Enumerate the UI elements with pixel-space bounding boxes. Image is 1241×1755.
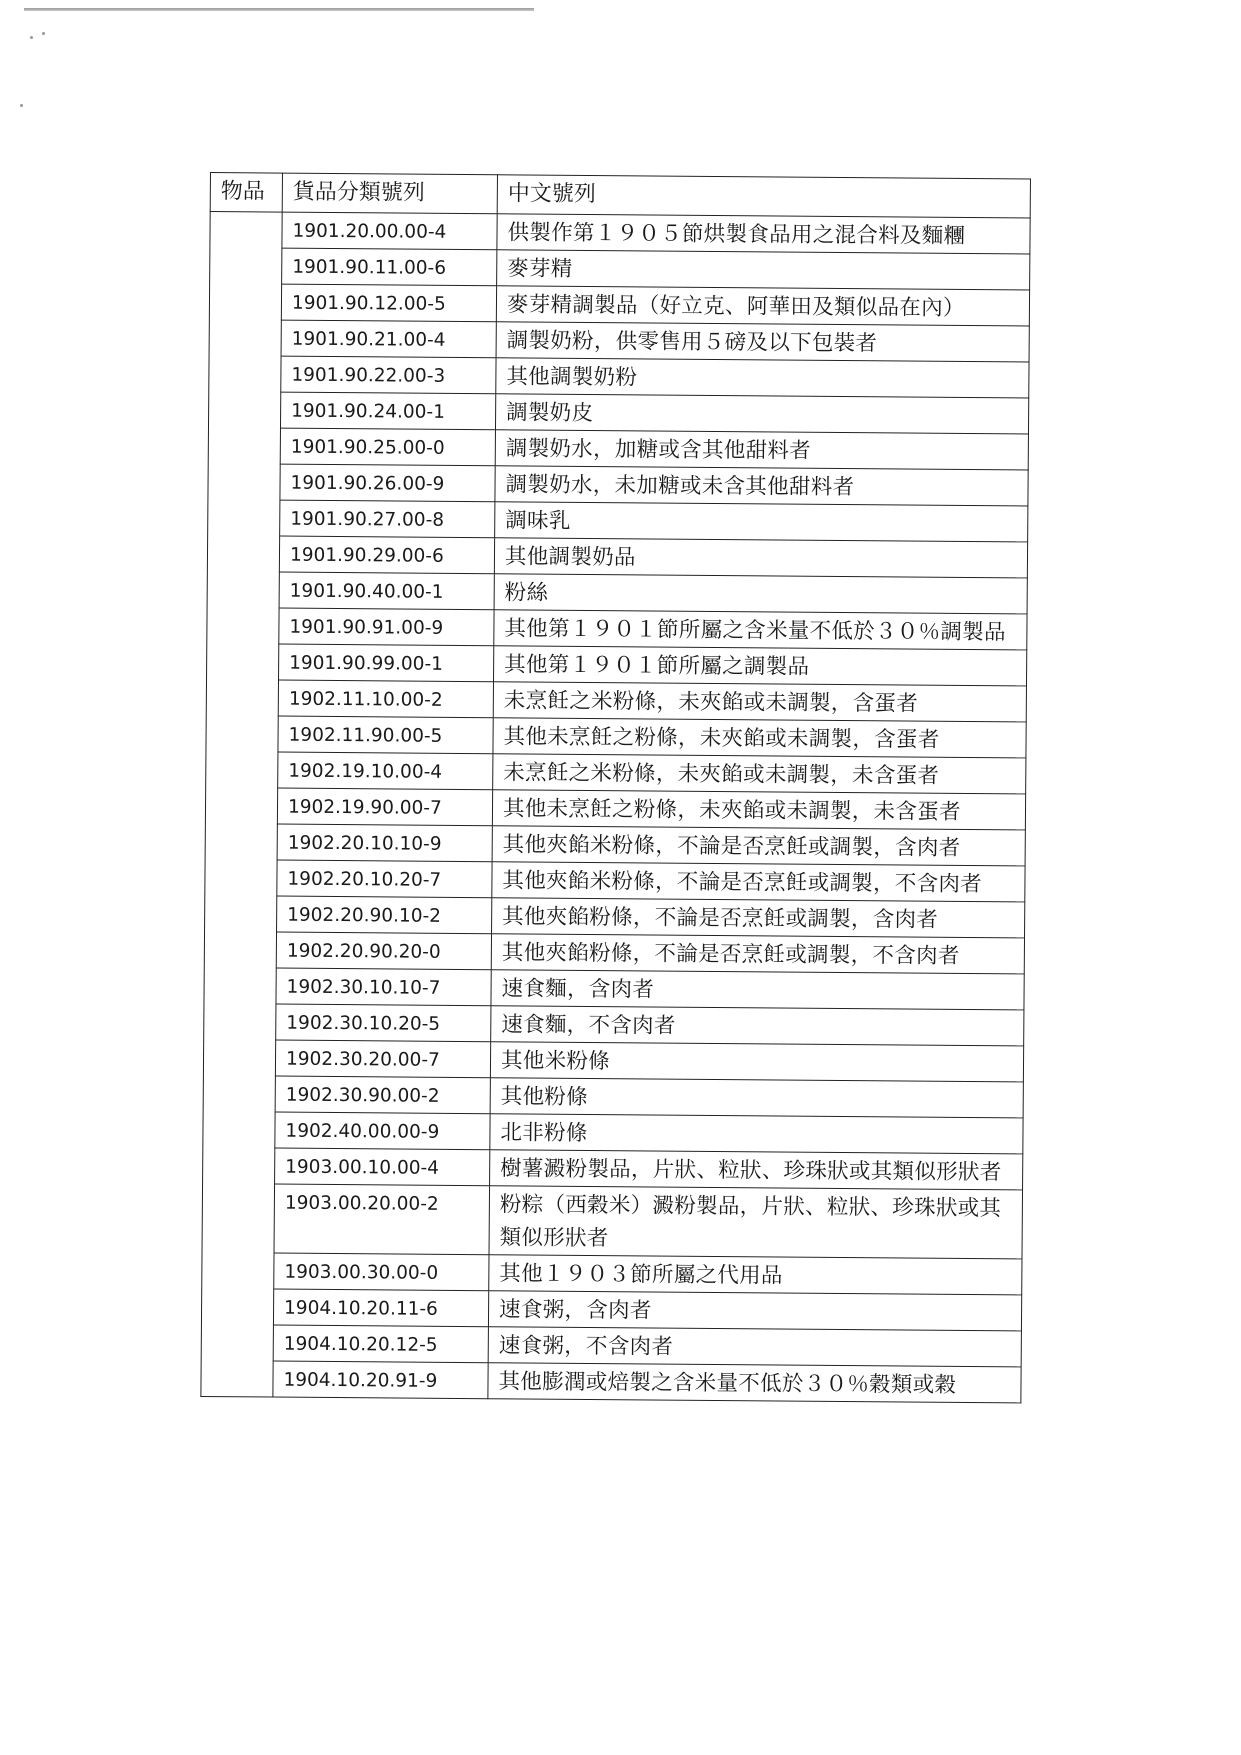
scan-artifact-dot bbox=[30, 36, 33, 39]
table-row bbox=[208, 463, 1028, 505]
name-cell: 其他夾餡米粉條，不論是否烹飪或調製，含肉者 bbox=[492, 826, 1025, 866]
code-cell: 1901.20.00.00-4 bbox=[282, 212, 497, 250]
table-body bbox=[201, 212, 1030, 1403]
table-row bbox=[205, 787, 1025, 829]
code-cell: 1904.10.20.12-5 bbox=[273, 1325, 488, 1363]
name-cell: 粉粽（西穀米）澱粉製品，片狀、粒狀、珍珠狀或其類似形狀者 bbox=[489, 1186, 1023, 1259]
name-cell: 速食麵，含肉者 bbox=[491, 970, 1024, 1010]
table-row bbox=[209, 355, 1029, 397]
name-cell: 其他第１９０１節所屬之調製品 bbox=[494, 646, 1027, 686]
table-row bbox=[205, 823, 1025, 865]
table-row bbox=[204, 1003, 1024, 1045]
scan-artifact-line bbox=[24, 8, 534, 11]
code-cell: 1902.30.10.10-7 bbox=[276, 968, 491, 1006]
name-cell: 麥芽精 bbox=[497, 250, 1030, 290]
name-cell: 其他第１９０１節所屬之含米量不低於３０％調製品 bbox=[494, 610, 1027, 650]
code-cell: 1901.90.24.00-1 bbox=[280, 392, 495, 430]
code-cell: 1902.30.10.20-5 bbox=[276, 1004, 491, 1042]
code-cell: 1902.20.10.10-9 bbox=[277, 824, 492, 862]
code-cell: 1902.30.90.00-2 bbox=[275, 1076, 490, 1114]
name-cell: 其他膨潤或焙製之含米量不低於３０％穀類或穀 bbox=[488, 1363, 1021, 1403]
header-row bbox=[210, 173, 1030, 218]
code-cell: 1901.90.26.00-9 bbox=[280, 464, 495, 502]
code-cell: 1901.90.91.00-9 bbox=[279, 608, 494, 646]
name-cell: 其他米粉條 bbox=[490, 1042, 1023, 1082]
table-row bbox=[204, 931, 1024, 973]
table-row bbox=[207, 643, 1027, 685]
name-cell: 其他夾餡粉條，不論是否烹飪或調製，含肉者 bbox=[492, 898, 1025, 938]
table-row bbox=[208, 499, 1028, 541]
name-cell: 其他１９０３節所屬之代用品 bbox=[489, 1255, 1022, 1295]
table-row bbox=[201, 1324, 1021, 1366]
code-cell: 1903.00.20.00-2 bbox=[274, 1184, 490, 1255]
name-cell: 供製作第１９０５節烘製食品用之混合料及麵糰 bbox=[497, 214, 1030, 254]
code-cell: 1902.20.10.20-7 bbox=[277, 860, 492, 898]
table-row bbox=[203, 1039, 1023, 1081]
name-cell: 未烹飪之米粉條，未夾餡或未調製，未含蛋者 bbox=[493, 754, 1026, 794]
code-cell: 1902.40.00.00-9 bbox=[275, 1112, 490, 1150]
code-cell: 1902.20.90.20-0 bbox=[276, 932, 491, 970]
name-cell: 其他夾餡米粉條，不論是否烹飪或調製，不含肉者 bbox=[492, 862, 1025, 902]
name-cell: 速食麵，不含肉者 bbox=[491, 1006, 1024, 1046]
name-cell: 其他調製奶品 bbox=[494, 538, 1027, 578]
code-cell: 1902.20.90.10-2 bbox=[277, 896, 492, 934]
table-row bbox=[207, 607, 1027, 649]
name-cell: 其他未烹飪之粉條，未夾餡或未調製，含蛋者 bbox=[493, 718, 1026, 758]
table-row bbox=[203, 1147, 1023, 1189]
name-cell: 調製奶皮 bbox=[495, 394, 1028, 434]
scan-artifact-dot bbox=[20, 104, 23, 107]
code-cell: 1901.90.21.00-4 bbox=[281, 320, 496, 358]
table-row bbox=[202, 1183, 1023, 1258]
table-row bbox=[210, 212, 1030, 254]
header-code: 貨品分類號列 bbox=[282, 173, 497, 214]
table-row bbox=[208, 427, 1028, 469]
table-row bbox=[208, 391, 1028, 433]
header-name: 中文號列 bbox=[497, 175, 1030, 218]
table-row bbox=[210, 248, 1030, 290]
name-cell: 未烹飪之米粉條，未夾餡或未調製，含蛋者 bbox=[493, 682, 1026, 722]
code-cell: 1902.19.10.00-4 bbox=[278, 752, 493, 790]
code-cell: 1902.11.10.00-2 bbox=[278, 680, 493, 718]
code-cell: 1902.30.20.00-7 bbox=[275, 1040, 490, 1078]
table-row bbox=[205, 859, 1025, 901]
code-cell: 1902.11.90.00-5 bbox=[278, 716, 493, 754]
table-row bbox=[206, 751, 1026, 793]
name-cell: 樹薯澱粉製品，片狀、粒狀、珍珠狀或其類似形狀者 bbox=[490, 1150, 1023, 1190]
table-row bbox=[209, 284, 1029, 326]
code-cell: 1901.90.22.00-3 bbox=[281, 356, 496, 394]
item-cell bbox=[201, 212, 282, 1398]
name-cell: 其他未烹飪之粉條，未夾餡或未調製，未含蛋者 bbox=[492, 790, 1025, 830]
name-cell: 粉絲 bbox=[494, 574, 1027, 614]
code-cell: 1901.90.11.00-6 bbox=[282, 248, 497, 286]
table-row bbox=[206, 679, 1026, 721]
table-row bbox=[201, 1288, 1021, 1330]
name-cell: 調製奶粉，供零售用５磅及以下包裝者 bbox=[496, 322, 1029, 362]
table-row bbox=[204, 967, 1024, 1009]
name-cell: 調製奶水，加糖或含其他甜料者 bbox=[495, 430, 1028, 470]
scan-artifact-dot bbox=[42, 32, 45, 35]
tariff-table bbox=[200, 172, 1031, 1403]
code-cell: 1901.90.25.00-0 bbox=[280, 428, 495, 466]
code-cell: 1901.90.27.00-8 bbox=[280, 500, 495, 538]
name-cell: 調製奶水，未加糖或未含其他甜料者 bbox=[495, 466, 1028, 506]
table-row bbox=[207, 571, 1027, 613]
name-cell: 速食粥，不含肉者 bbox=[488, 1327, 1021, 1367]
code-cell: 1904.10.20.91-9 bbox=[273, 1361, 488, 1399]
table-row bbox=[209, 319, 1029, 361]
table-row bbox=[203, 1075, 1023, 1117]
code-cell: 1902.19.90.00-7 bbox=[277, 788, 492, 826]
name-cell: 其他粉條 bbox=[490, 1078, 1023, 1118]
table-row bbox=[205, 895, 1025, 937]
name-cell: 其他調製奶粉 bbox=[496, 358, 1029, 398]
name-cell: 其他夾餡粉條，不論是否烹飪或調製，不含肉者 bbox=[491, 934, 1024, 974]
name-cell: 麥芽精調製品（好立克、阿華田及類似品在內） bbox=[496, 286, 1029, 326]
code-cell: 1901.90.29.00-6 bbox=[279, 536, 494, 574]
table-row bbox=[201, 1360, 1021, 1402]
name-cell: 速食粥，含肉者 bbox=[488, 1291, 1021, 1331]
code-cell: 1904.10.20.11-6 bbox=[273, 1289, 488, 1327]
table-row bbox=[207, 535, 1027, 577]
table-row bbox=[206, 715, 1026, 757]
code-cell: 1903.00.30.00-0 bbox=[274, 1253, 489, 1291]
table-row bbox=[203, 1111, 1023, 1153]
code-cell: 1903.00.10.00-4 bbox=[275, 1148, 490, 1186]
table-row bbox=[202, 1252, 1022, 1294]
header-item: 物品 bbox=[210, 173, 282, 213]
name-cell: 北非粉條 bbox=[490, 1114, 1023, 1154]
code-cell: 1901.90.12.00-5 bbox=[281, 284, 496, 322]
code-cell: 1901.90.99.00-1 bbox=[279, 644, 494, 682]
name-cell: 調味乳 bbox=[495, 502, 1028, 542]
code-cell: 1901.90.40.00-1 bbox=[279, 572, 494, 610]
